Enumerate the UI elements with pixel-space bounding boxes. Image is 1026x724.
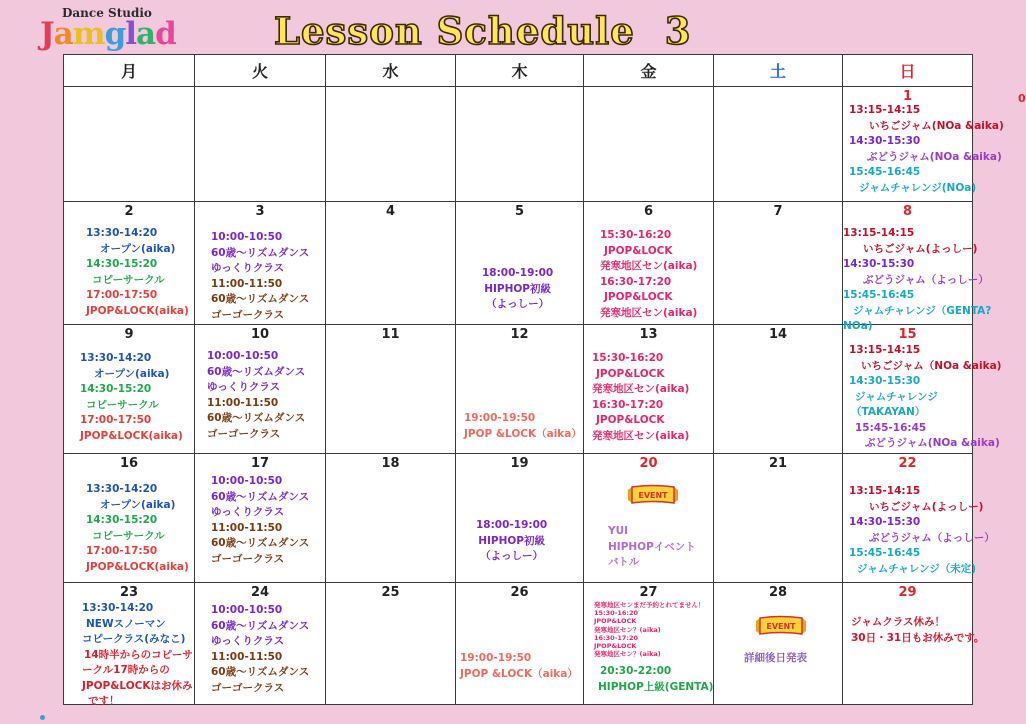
title-text: Lesson Schedule — [274, 9, 635, 53]
event-time: 15:30-16:20 — [594, 609, 639, 618]
day-events — [744, 651, 807, 667]
weekday-tue: 火 — [195, 55, 326, 87]
event-performer: YUI — [608, 525, 629, 537]
event-time: 14:30-15:20 — [86, 258, 158, 270]
day-cell-29 — [843, 583, 985, 705]
day-number: 12 — [510, 327, 529, 342]
day-events — [82, 601, 193, 710]
day-cell-25 — [326, 583, 456, 705]
day-number: 17 — [250, 456, 270, 471]
event-time: 13:15-14:15 — [849, 485, 921, 497]
event-badge-label: EVENT — [638, 491, 668, 500]
event-venue: 発寒地区セン(aika) — [592, 383, 690, 395]
event-class: JPOP &LOCK（aika） — [460, 667, 578, 680]
event-class: NEWスノーマン — [86, 617, 166, 630]
event-class: JPOP&LOCK — [596, 414, 665, 426]
event-class: JPOP&LOCK(aika) — [86, 304, 189, 317]
day-events — [608, 524, 696, 571]
day-number: 22 — [898, 456, 917, 471]
event-time: 13:30-14:20 — [86, 227, 158, 239]
event-time: 11:00-11:50 — [211, 277, 283, 290]
day-cell-empty — [456, 87, 584, 202]
day-cell-14 — [714, 325, 843, 454]
day-cell-18 — [326, 454, 456, 583]
page-title — [274, 8, 794, 54]
day-cell-15 — [843, 325, 1002, 454]
day-cell-empty — [64, 87, 195, 202]
day-cell-4 — [326, 202, 456, 325]
event-class: ジャムチャレンジ（GENTA? — [853, 304, 992, 317]
event-time: 15:45-16:45 — [849, 547, 921, 559]
event-class: バトル — [608, 556, 640, 568]
day-cell-27 — [584, 583, 714, 705]
event-time: 18:00-19:00 — [476, 519, 548, 531]
weekday-header-row — [64, 55, 973, 87]
event-class: ゴーゴークラス — [211, 681, 285, 694]
day-number: 23 — [119, 585, 139, 600]
weekday-sat: 土 — [714, 55, 843, 87]
day-cell-2 — [64, 202, 195, 325]
day-events — [592, 351, 689, 444]
event-class: ゆっくりクラス — [211, 506, 285, 518]
event-class: 60歳～リズムダンス — [211, 537, 310, 549]
day-number: 27 — [639, 585, 658, 600]
day-number: 10 — [250, 327, 270, 342]
day-number: 11 — [381, 327, 400, 342]
day-cell-5 — [456, 202, 584, 325]
event-class: ジャムチャレンジ(NOa) — [859, 181, 977, 194]
day-cell-17 — [195, 454, 326, 583]
event-class: 60歳～リズムダンス — [211, 619, 310, 632]
event-time: 14:30-15:30 — [843, 258, 915, 270]
day-events — [86, 226, 189, 319]
event-time: 14:30-15:30 — [849, 516, 921, 528]
day-cell-3 — [195, 202, 326, 325]
event-time: 16:30-17:20 — [600, 275, 672, 288]
day-cell-empty — [584, 87, 714, 202]
day-number: 7 — [773, 204, 783, 219]
corner-dot — [40, 715, 45, 720]
day-number: 15 — [898, 327, 917, 342]
day-events — [211, 603, 309, 696]
event-class: JPOP&LOCK — [594, 642, 637, 651]
event-time: 10:00-10:50 — [211, 231, 283, 243]
day-events — [849, 103, 1004, 196]
event-notice: 発寒地区センまだ予約とれてません！ — [594, 601, 705, 609]
event-class: JPOP&LOCK — [604, 291, 673, 303]
event-time: 13:30-14:20 — [82, 602, 154, 614]
day-cell-empty — [326, 87, 456, 202]
event-venue: 発寒地区セン(aika) — [600, 306, 698, 319]
event-time: 16:30-17:20 — [592, 398, 664, 411]
event-time: 14:30-15:20 — [80, 383, 152, 395]
event-class: オープン(aika) — [100, 242, 176, 255]
day-number: 14 — [768, 327, 788, 342]
event-class: JPOP&LOCK — [604, 244, 673, 257]
event-time: 11:00-11:50 — [211, 521, 283, 534]
day-number: 24 — [250, 585, 270, 600]
event-class: いちごジャム(よっしー) — [863, 242, 978, 255]
day-events — [843, 226, 991, 335]
event-venue: 発寒地区セン(aika) — [600, 260, 698, 272]
event-time: 13:15-14:15 — [849, 344, 921, 356]
event-class: ぶどうジャム（よっしー） — [869, 531, 995, 544]
weekday-fri: 金 — [584, 55, 714, 87]
day-cell-16 — [64, 454, 195, 583]
day-number: 28 — [768, 585, 788, 600]
event-class: オープン(aika) — [94, 367, 170, 380]
day-events — [211, 474, 309, 567]
event-class: ゆっくりクラス — [207, 381, 281, 393]
event-time: 15:45-16:45 — [849, 166, 921, 178]
event-badge-label: EVENT — [766, 622, 796, 631]
day-events — [80, 351, 183, 444]
weekday-sun: 日 — [843, 55, 973, 87]
event-class: 60歳～リズムダンス — [207, 412, 306, 424]
day-number: 21 — [768, 456, 788, 471]
day-cell-24 — [195, 583, 326, 705]
day-number: 16 — [119, 456, 139, 471]
day-events — [464, 411, 582, 442]
title-month: 3 — [664, 9, 692, 53]
event-time: 15:45-16:45 — [843, 289, 915, 301]
day-cell-10 — [195, 325, 326, 454]
day-number: 29 — [898, 585, 917, 600]
event-class: 60歳～リズムダンス — [211, 246, 310, 259]
event-time: 18:00-19:00 — [482, 267, 554, 279]
day-events — [849, 343, 1001, 452]
event-venue: 発寒地区セン？(aika) — [594, 625, 661, 634]
event-time: 13:15-14:15 — [849, 104, 921, 116]
day-cell-7 — [714, 202, 843, 325]
event-class: ぶどうジャム(NOa &aika) — [865, 437, 1000, 449]
event-class: ジャムチャレンジ — [855, 390, 938, 403]
event-notice: ークル17時からの — [82, 664, 170, 676]
day-cell-28 — [714, 583, 843, 705]
event-time: 15:30-16:20 — [592, 352, 664, 364]
event-venue: 発寒地区セン(aika) — [592, 429, 690, 442]
event-time: 11:00-11:50 — [211, 650, 283, 663]
event-time: 17:00-17:50 — [86, 545, 158, 557]
day-number: 26 — [510, 585, 529, 600]
event-time: 15:30-16:20 — [600, 229, 672, 241]
event-notice: ジャムクラス休み！ — [851, 616, 945, 628]
week-row-1 — [64, 87, 973, 202]
logo-letter: d — [155, 16, 176, 52]
event-notice: 詳細後日発表 — [744, 652, 807, 664]
day-cell-8 — [843, 202, 992, 332]
day-cell-9 — [64, 325, 195, 454]
event-class: ゴーゴークラス — [211, 552, 285, 565]
logo-letter: g — [104, 16, 126, 52]
day-events — [594, 601, 713, 695]
event-class: コピーサークル — [86, 398, 159, 411]
day-number: 19 — [510, 456, 529, 471]
event-class: HIPHOP上級(GENTA) — [598, 680, 714, 693]
day-events — [849, 484, 995, 577]
event-class: コピーサークル — [92, 529, 165, 542]
event-class: JPOP&LOCK(aika) — [86, 560, 189, 573]
event-class: コピーサークル — [92, 273, 165, 286]
event-instructor: （よっしー） — [486, 298, 550, 310]
week-row-3 — [64, 325, 973, 454]
day-cell-26 — [456, 583, 584, 705]
event-time: 19:00-19:50 — [460, 652, 532, 664]
week-row-2 — [64, 202, 973, 325]
weekday-wed: 水 — [326, 55, 456, 87]
event-time: 14:30-15:30 — [849, 135, 921, 147]
event-class: JPOP&LOCK — [594, 617, 637, 626]
day-number: 5 — [514, 204, 525, 219]
day-number: 3 — [255, 204, 265, 219]
event-class: JPOP&LOCK — [596, 367, 665, 380]
day-cell-11 — [326, 325, 456, 454]
event-class: NOa) — [843, 320, 873, 332]
event-time: 10:00-10:50 — [211, 604, 283, 616]
logo-letter: m — [72, 16, 105, 52]
event-class: ゴーゴークラス — [211, 308, 285, 321]
day-events — [851, 615, 984, 646]
event-time: 13:30-14:20 — [80, 352, 152, 364]
event-time: 17:00-17:50 — [80, 414, 152, 426]
event-time: 16:30-17:20 — [594, 633, 639, 642]
day-number: 25 — [381, 585, 400, 600]
event-time: 14:30-15:20 — [86, 514, 158, 526]
day-number: 1 — [902, 89, 913, 104]
event-class: いちごジャム（NOa &aika) — [861, 359, 1002, 372]
day-cell-19 — [456, 454, 584, 583]
event-instructor: （よっしー） — [480, 550, 544, 562]
event-time: 10:00-10:50 — [207, 350, 279, 362]
logo-letter: a — [53, 16, 73, 52]
day-number: 9 — [124, 327, 134, 342]
weekday-thu: 木 — [456, 55, 584, 87]
event-notice: 14時半からのコピーサ — [84, 648, 193, 661]
event-class: HIPHOP初級 — [484, 282, 551, 295]
day-cell-6 — [584, 202, 714, 325]
event-class: HIPHOPイベント — [608, 540, 696, 553]
event-time: 13:30-14:20 — [86, 483, 158, 495]
logo-letter: J — [40, 16, 54, 52]
day-events — [211, 230, 309, 323]
event-class: JPOP&LOCK(aika) — [80, 429, 183, 442]
event-class: 60歳～リズムダンス — [211, 666, 310, 678]
event-time: 13:15-14:15 — [843, 227, 915, 239]
event-class: ゆっくりクラス — [211, 635, 285, 647]
event-venue: 発寒地区セン？(aika) — [594, 650, 661, 659]
day-number: 13 — [639, 327, 658, 342]
day-number: 2 — [124, 204, 134, 219]
day-events — [482, 266, 553, 313]
day-cell-22 — [843, 454, 995, 583]
event-class: ゴーゴークラス — [207, 427, 281, 440]
day-events — [460, 651, 578, 682]
event-class: HIPHOP初級 — [478, 534, 545, 547]
event-time: 10:00-10:50 — [211, 475, 283, 487]
event-time: 20:30-22:00 — [600, 665, 672, 678]
event-badge-icon — [624, 484, 682, 506]
event-class: ゆっくりクラス — [211, 262, 285, 274]
event-time: 17:00-17:50 — [86, 289, 158, 301]
studio-logo-text — [40, 16, 176, 52]
edge-mark: 0 — [1018, 92, 1026, 105]
event-class: いちごジャム(NOa &aika) — [869, 119, 1004, 132]
day-events — [600, 228, 697, 321]
logo-letter: l — [125, 16, 137, 52]
week-row-5 — [64, 583, 973, 705]
day-number: 20 — [639, 456, 658, 471]
studio-logo — [40, 6, 190, 52]
logo-letter: a — [136, 16, 156, 52]
day-events — [207, 349, 305, 442]
day-cell-empty — [714, 87, 843, 202]
event-class: ジャムチャレンジ（未定) — [857, 562, 977, 575]
schedule-calendar — [63, 54, 1004, 707]
day-cell-20 — [584, 454, 714, 583]
event-time: 19:00-19:50 — [464, 412, 536, 424]
event-class: オープン(aika) — [100, 498, 176, 511]
event-class: 60歳～リズムダンス — [211, 293, 310, 305]
week-row-4 — [64, 454, 973, 583]
day-cell-23 — [64, 583, 195, 705]
day-number: 8 — [902, 204, 913, 219]
event-class: コピークラス(みなこ) — [82, 633, 186, 645]
day-cell-13 — [584, 325, 714, 454]
day-cell-21 — [714, 454, 843, 583]
event-class: 60歳～リズムダンス — [207, 365, 306, 378]
event-time: 14:30-15:30 — [849, 375, 921, 387]
event-time: 15:45-16:45 — [855, 421, 927, 434]
event-notice: 30日・31日もお休みです。 — [851, 631, 985, 644]
day-number: 18 — [381, 456, 400, 471]
event-badge-icon — [752, 615, 810, 637]
event-class: いちごジャム(よっしー) — [869, 500, 984, 513]
weekday-mon: 月 — [64, 55, 195, 87]
event-time: 11:00-11:50 — [207, 396, 279, 409]
day-number: 4 — [385, 204, 396, 219]
event-class: ぶどうジャム(NOa &aika) — [867, 150, 1002, 163]
event-instructor: （TAKAYAN） — [851, 406, 926, 418]
event-class: 60歳～リズムダンス — [211, 490, 310, 503]
event-class: ぶどうジャム（よっしー） — [863, 273, 989, 286]
day-cell-empty — [195, 87, 326, 202]
day-events — [476, 518, 547, 565]
day-number: 6 — [643, 204, 654, 219]
event-notice: JPOP&LOCKはお休み — [82, 679, 193, 692]
day-cell-1 — [843, 87, 1004, 202]
day-cell-12 — [456, 325, 584, 454]
studio-logo-letters — [40, 16, 176, 52]
event-class: JPOP &LOCK（aika） — [464, 427, 582, 440]
event-notice: です！ — [88, 695, 120, 707]
studio-tagline: Dance Studio — [62, 6, 152, 20]
day-events — [86, 482, 189, 575]
